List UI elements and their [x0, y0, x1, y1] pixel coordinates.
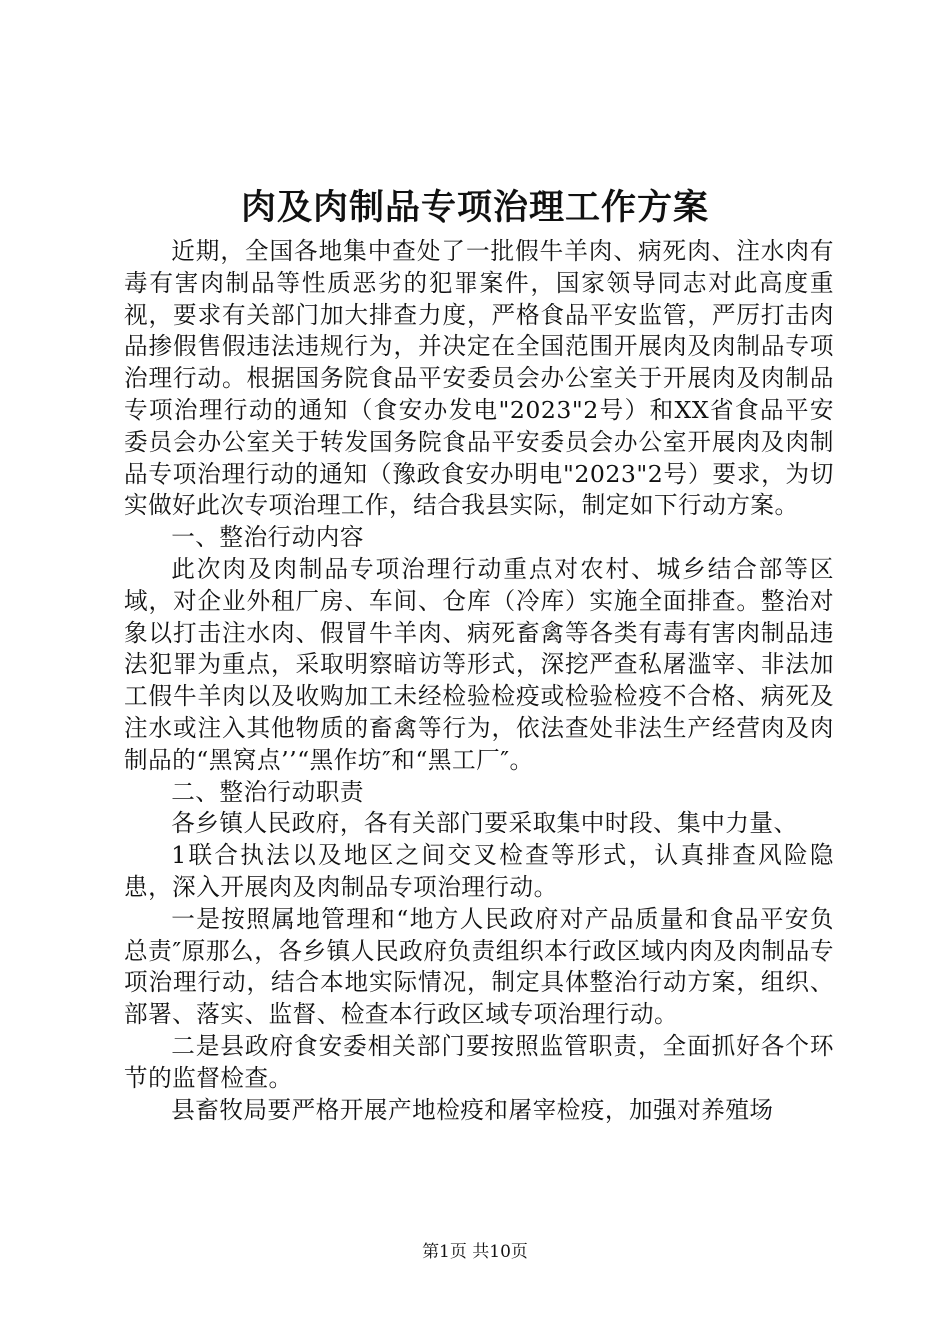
paragraph-section-1: 此次肉及肉制品专项治理行动重点对农村、城乡结合部等区域，对企业外租厂房、车间、仓库（冷库）实施全面排查。整治对象以打击注水肉、假冒牛羊肉、病死畜禽等各类有毒有害肉制品违法犯罪为重点，采取明察暗访等形式，深挖严查私屠滥宰、非法加工假牛羊肉以及收购加工未经检验检疫或检验检疫不合格、病死及注水或注入其他物质的畜禽等行为，依法查处非法生产经营肉及肉制品的“黑窝点’’“黑作坊″和“黑工厂″。 — [124, 554, 834, 774]
section-heading-2: 二、整治行动职责 — [171, 777, 364, 806]
paragraph-section-2-b: 1联合执法以及地区之间交叉检查等形式，认真排查风险隐患，深入开展肉及肉制品专项治理行动。 — [124, 841, 834, 901]
paragraph-point-3: 县畜牧局要严格开展产地检疫和屠宰检疫，加强对养殖场 — [171, 1095, 774, 1124]
page-footer: 第1页 共10页 — [422, 1242, 528, 1262]
paragraph-point-1: 一是按照属地管理和“地方人民政府对产品质量和食品平安负总责″原那么，各乡镇人民政府负责组织本行政区域内肉及肉制品专项治理行动，结合本地实际情况，制定具体整治行动方案，组织、部署、落实、监督、检查本行政区域专项治理行动。 — [124, 904, 834, 1029]
document-title: 肉及肉制品专项治理工作方案 — [240, 187, 709, 228]
paragraph-section-2-a: 各乡镇人民政府，各有关部门要采取集中时段、集中力量、 — [171, 809, 798, 838]
paragraph-point-2: 二是县政府食安委相关部门要按照监管职责，全面抓好各个环节的监督检查。 — [124, 1031, 834, 1092]
document-body — [124, 236, 834, 1126]
paragraph-intro: 近期，全国各地集中查处了一批假牛羊肉、病死肉、注水肉有毒有害肉制品等性质恶劣的犯罪案件，国家领导同志对此高度重视，要求有关部门加大排查力度，严格食品平安监管，严厉打击肉品掺假售假违法违规行为，并决定在全国范围开展肉及肉制品专项治理行动。根据国务院食品平安委员会办公室关于开展肉及肉制品专项治理行动的通知（食安办发电"2023"2号）和XX省食品平安委员会办公室关于转发国务院食品平安委员会办公室开展肉及肉制品专项治理行动的通知（豫政食安办明电"2023"2号）要求，为切实做好此次专项治理工作，结合我县实际，制定如下行动方案。 — [124, 237, 834, 520]
section-heading-1: 一、整治行动内容 — [171, 523, 364, 552]
